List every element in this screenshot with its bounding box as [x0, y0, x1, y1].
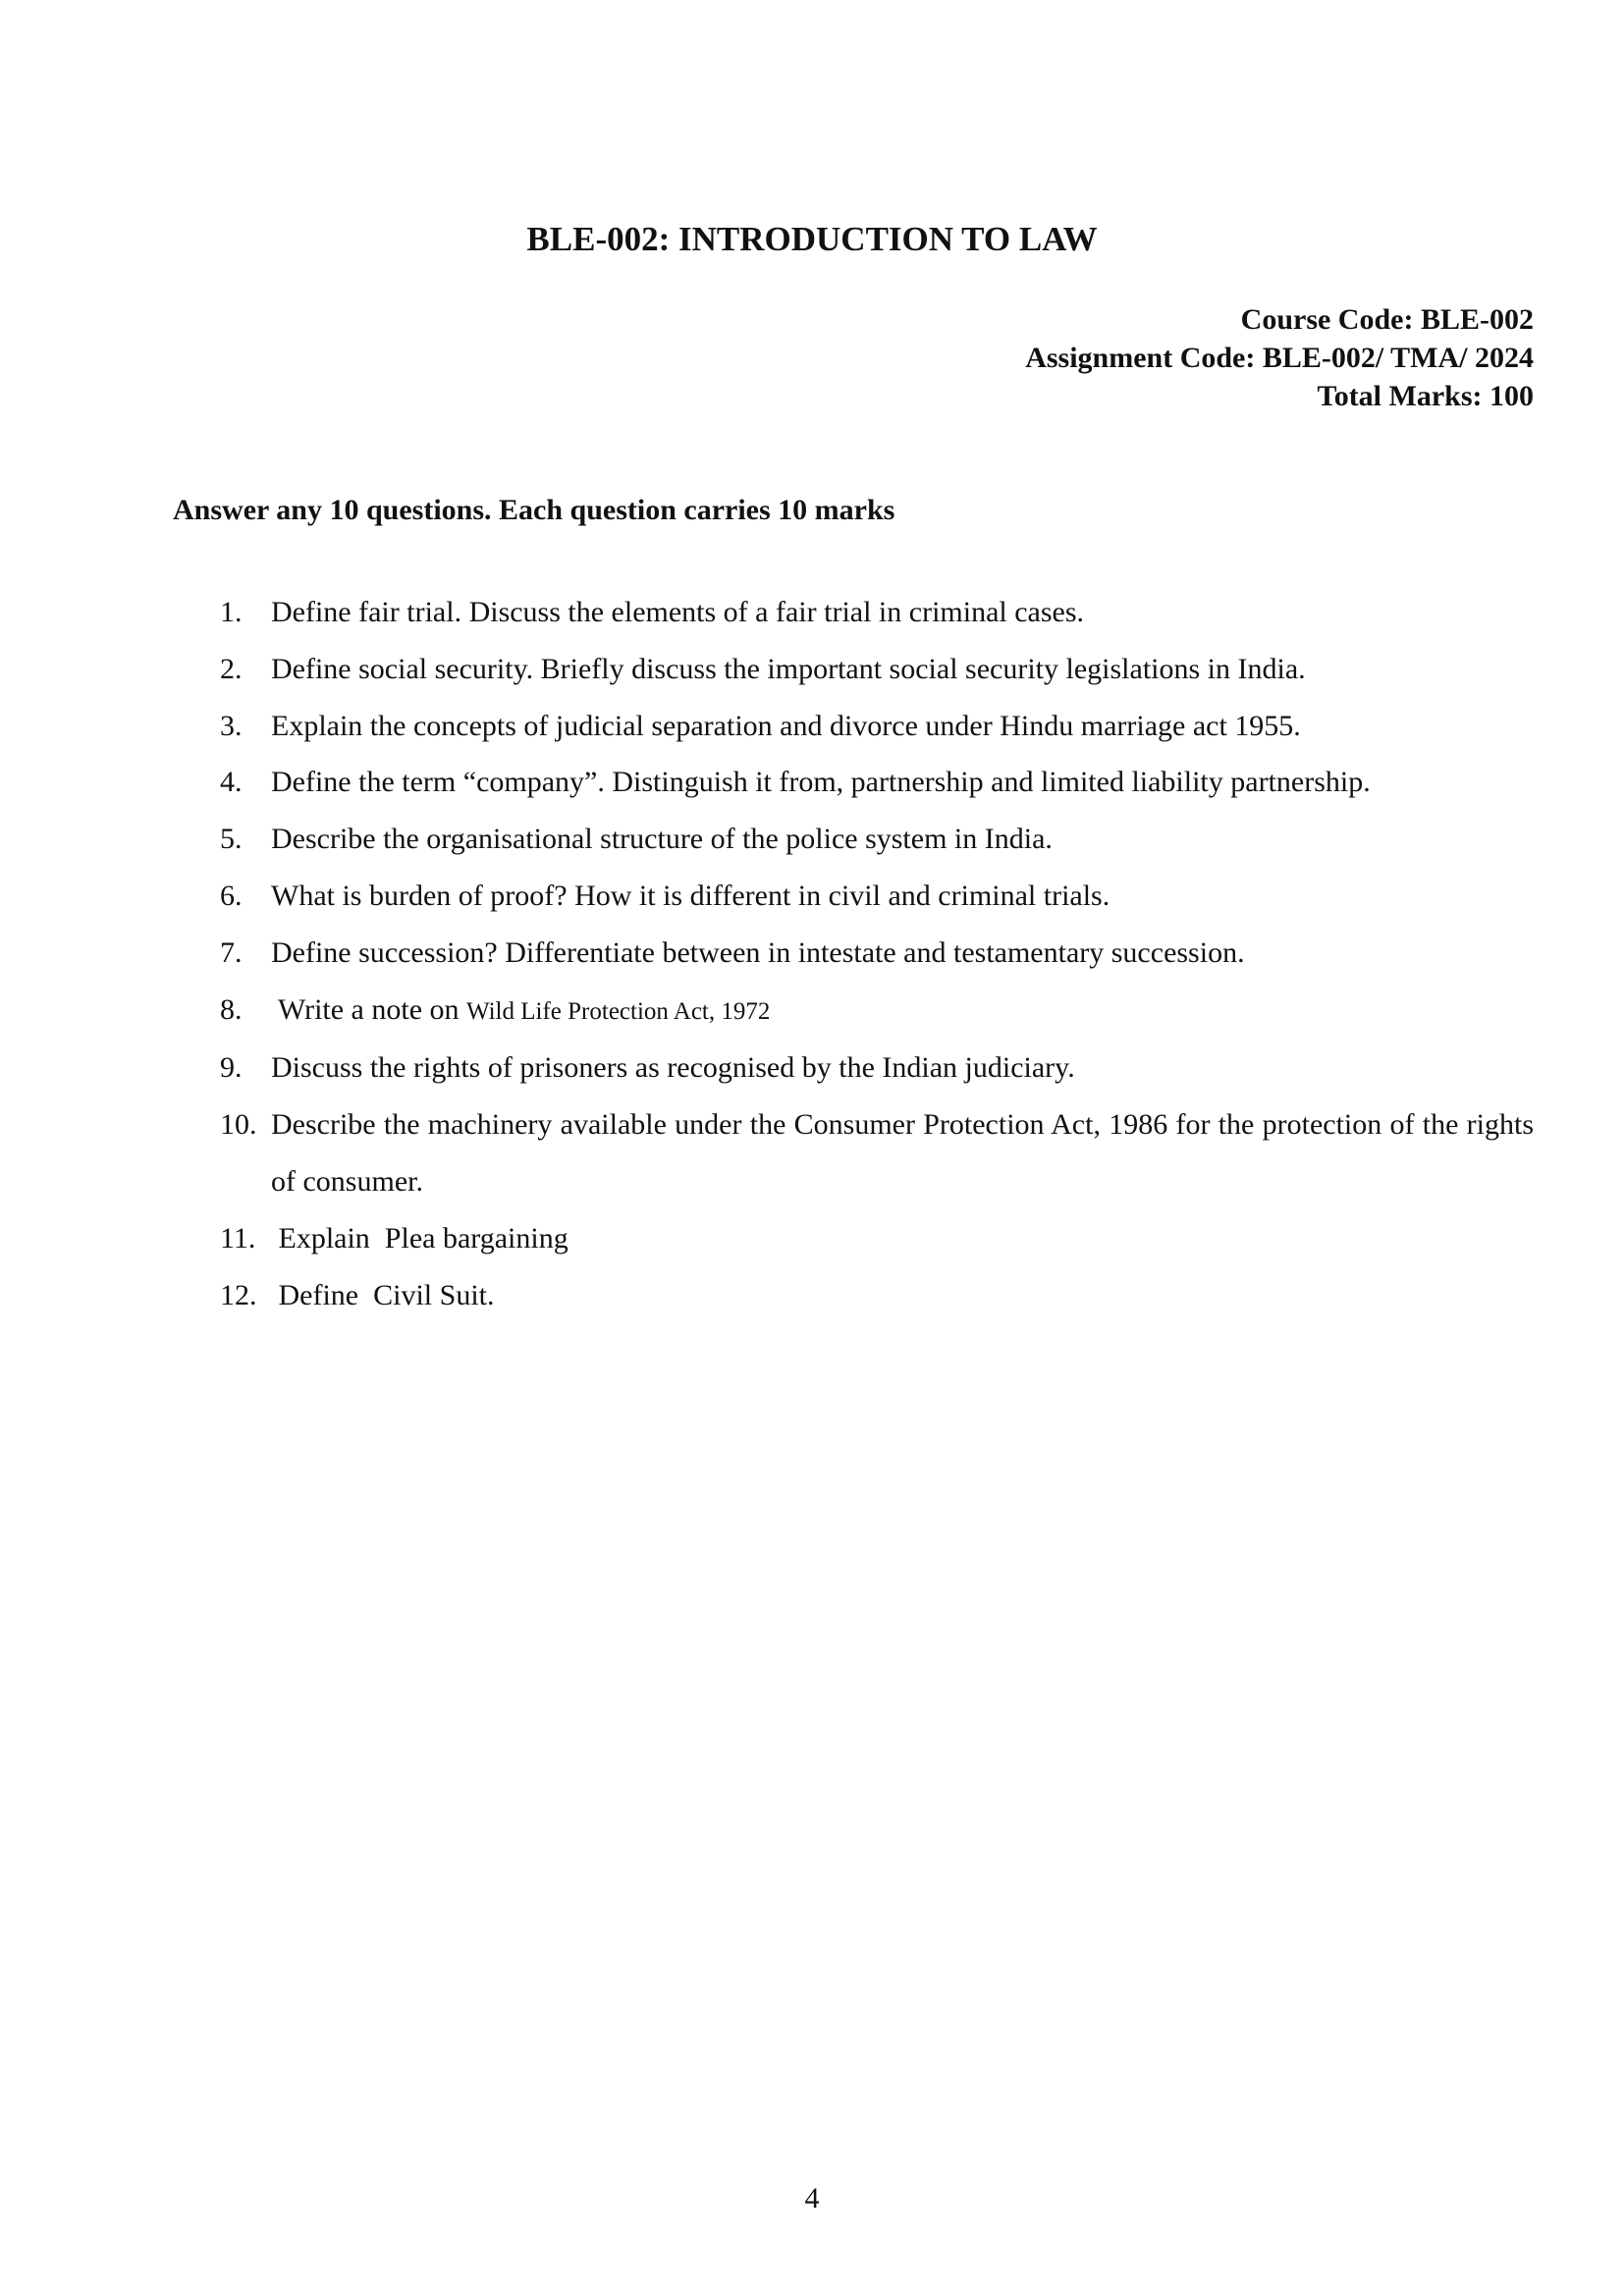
question-item-12	[173, 1267, 1534, 1324]
question-number: 5.	[220, 823, 243, 856]
question-item-5	[173, 811, 1534, 868]
question-item-3	[173, 698, 1534, 755]
question-item-9	[173, 1040, 1534, 1096]
question-number: 8.	[220, 992, 243, 1026]
question-item-11	[173, 1210, 1534, 1267]
question-text: Discuss the rights of prisoners as recognised by the Indian judiciary.	[271, 1051, 1075, 1085]
question-text: Define social security. Briefly discuss the important social security legislations in India.	[271, 652, 1306, 685]
question-text: Write a note on	[271, 992, 467, 1026]
question-text: Explain the concepts of judicial separation and divorce under Hindu marriage act 1955.	[271, 709, 1301, 742]
assignment-code: Assignment Code: BLE-002/ TMA/ 2024	[1025, 342, 1534, 374]
question-number: 11.	[220, 1221, 256, 1255]
question-text: Explain Plea bargaining	[271, 1221, 568, 1255]
question-text: What is burden of proof? How it is different in civil and criminal trials.	[271, 879, 1110, 912]
course-code: Course Code: BLE-002	[1240, 303, 1534, 336]
document-title: BLE-002: INTRODUCTION TO LAW	[526, 220, 1098, 258]
question-text: Define succession? Differentiate between in intestate and testamentary succession.	[271, 935, 1245, 969]
question-number: 10.	[220, 1108, 257, 1142]
total-marks: Total Marks: 100	[1317, 380, 1534, 412]
question-number: 4.	[220, 766, 243, 799]
question-item-10	[173, 1096, 1534, 1210]
question-number: 3.	[220, 709, 243, 742]
instruction-text: Answer any 10 questions. Each question carries 10 marks	[173, 494, 895, 526]
question-text-act-name: Wild Life Protection Act, 1972	[466, 997, 771, 1025]
question-item-7	[173, 925, 1534, 982]
question-text: Define fair trial. Discuss the elements of a fair trial in criminal cases.	[271, 596, 1085, 628]
question-item-8	[173, 982, 1534, 1041]
question-number: 7.	[220, 935, 243, 969]
question-text: Describe the organisational structure of the police system in India.	[271, 823, 1053, 856]
question-number: 1.	[220, 596, 243, 628]
question-item-4	[173, 754, 1534, 811]
question-item-6	[173, 868, 1534, 925]
assignment-meta	[650, 300, 1534, 415]
question-number: 2.	[220, 652, 243, 685]
question-list	[173, 584, 1534, 1323]
question-text: Describe the machinery available under the Consumer Protection Act, 1986 for the protection of the rights of consumer.	[271, 1108, 1534, 1198]
question-item-2	[173, 641, 1534, 698]
question-number: 9.	[220, 1051, 243, 1085]
question-text: Define the term “company”. Distinguish it from, partnership and limited liability partnership.	[271, 766, 1371, 799]
page-number: 4	[804, 2182, 820, 2215]
question-text: Define Civil Suit.	[271, 1278, 495, 1311]
question-item-1	[173, 584, 1534, 641]
question-number: 12.	[220, 1278, 257, 1311]
question-number: 6.	[220, 879, 243, 912]
